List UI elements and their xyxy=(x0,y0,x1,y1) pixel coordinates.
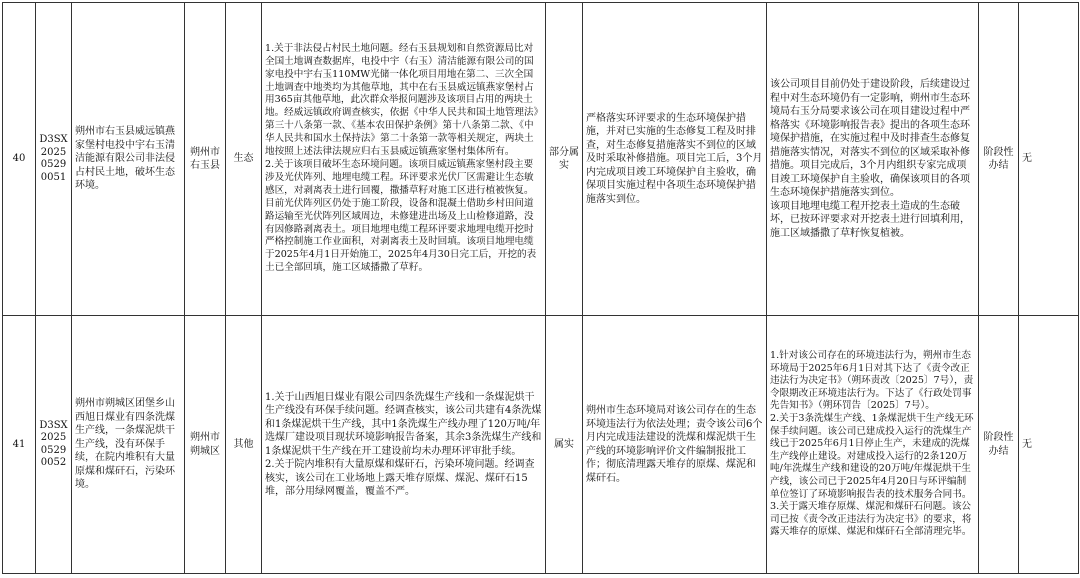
table-row xyxy=(3,3,1079,316)
rectification-progress: 1.针对该公司存在的环境违法行为，朔州市生态环境局于2025年6月1日对其下达了《责令改正违法行为决定书》（朔环责改〔2025〕7号），责令限期改正环境违法行为。下达了《行政处罚事先告知书》（朔环罚告〔2025〕7号）。 2.关于3条洗煤生产线、1条煤泥烘干生产线无环保手续问题。该公司已建成投入运行的洗煤生产线已于2025年6月1日停止生产，未建成的洗煤生产线停止建设。对建成投入运行的2条120万吨/年洗煤生产线和建设的20万吨/年煤泥烘干生产线，该公司已于2025年4月20日与环评编制单位签订了环境影响报告表的技术服务合同书。 3.关于露天堆存原煤、煤泥和煤矸石问题。该公司已按《责令改正违法行为决定书》的要求，将露天堆存的原煤、煤泥和煤矸石全部清理完毕。 xyxy=(767,316,979,574)
case-table xyxy=(2,2,1079,574)
pollution-category: 其他 xyxy=(226,316,262,574)
accountability: 无 xyxy=(1019,3,1079,316)
verification-result: 属实 xyxy=(546,316,583,574)
complaint-content: 朔州市朔城区团堡乡山西旭日煤业有四条洗煤生产线，一条煤泥烘干生产线，没有环保手续，在院内堆积有大量原煤和煤矸石，污染环境。 xyxy=(72,316,185,574)
table-row xyxy=(3,316,1079,574)
verification-result: 部分属实 xyxy=(546,3,583,316)
completion-status: 阶段性办结 xyxy=(979,3,1019,316)
row-index: 40 xyxy=(3,3,36,316)
pollution-category: 生态 xyxy=(226,3,262,316)
handling-measures: 朔州市生态环境局对该公司存在的生态环境违法行为依法处理；责令该公司6个月内完成违法建设的洗煤和煤泥烘干生产线的环境影响评价文件编制报批工作；彻底清理露天堆存的原煤、煤泥和煤矸石。 xyxy=(583,316,767,574)
region: 朔州市朔城区 xyxy=(185,316,226,574)
row-index: 41 xyxy=(3,316,36,574)
rectification-progress: 该公司项目目前仍处于建设阶段，后续建设过程中对生态环境仍有一定影响，朔州市生态环境局右玉分局要求该公司在项目建设过程中严格落实《环境影响报告表》提出的各项生态环境保护措施，在实施过程中及时排查生态修复措施落实情况，对落实不到位的区域采取补修措施。项目完成后，3个月内组织专家完成项目竣工环境保护自主验收，确保该项目的各项生态环境保护措施落实到位。 该项目地埋电缆工程开挖表土造成的生态破坏，已按环评要求对开挖表土进行回填利用，施工区域播撒了草籽恢复植被。 xyxy=(767,3,979,316)
case-code: D3SX202505290052 xyxy=(36,316,72,574)
complaint-content: 朔州市右玉县威远镇燕家堡村电投中宇右玉清洁能源有限公司非法侵占村民土地，破坏生态环境。 xyxy=(72,3,185,316)
completion-status: 阶段性办结 xyxy=(979,316,1019,574)
case-code: D3SX202505290051 xyxy=(36,3,72,316)
investigation-text: 1.关于非法侵占村民土地问题。经右玉县规划和自然资源局比对全国土地调查数据库，电投中宇（右玉）清洁能源有限公司的国家电投中宇右玉110MW光储一体化项目用地在第二、三次全国土地调查中地类均为其他草地，其中在右玉县威远镇燕家堡村占用365亩其他草地，此次群众举报问题涉及该项目占用的两块土地。经威远镇政府调查核实，依据《中华人民共和国土地管理法》第三十八条第一款、《基本农田保护条例》第十八条第二款、《中华人民共和国水土保持法》第二十条第一款等相关规定，两块土地按照上述法律法规应归右玉县威远镇燕家堡村集体所有。 2.关于该项目破坏生态环境问题。该项目威远镇燕家堡村段主要涉及光伏阵列、地埋电缆工程。环评要求光伏厂区需避让生态敏感区，对剥离表土进行回覆，撒播草籽对施工区进行植被恢复。目前光伏阵列区仍处于施工阶段，设备和混凝土借助乡村田间道路运输至光伏阵列区域周边，未修建进出场及上山检修道路，没有因修路剥离表土。项目地埋电缆工程环评要求地埋电缆开挖时严格控制施工作业面积，对剥离表土及时回填。该项目地埋电缆于2025年4月1日开始施工，2025年4月30日完工后，开挖的表土已全部回填，施工区域播撒了草籽。 xyxy=(262,3,546,316)
handling-measures: 严格落实环评要求的生态环境保护措施，并对已实施的生态修复工程及时排查，对生态修复措施落实不到位的区域及时采取补修措施。项目完工后，3个月内完成项目竣工环境保护自主验收，确保项目实施过程中各项生态环境保护措施落实到位。 xyxy=(583,3,767,316)
accountability: 无 xyxy=(1019,316,1079,574)
investigation-text: 1.关于山西旭日煤业有限公司四条洗煤生产线和一条煤泥烘干生产线没有环保手续问题。经调查核实，该公司共建有4条洗煤和1条煤泥烘干生产线，其中1条洗煤生产线办理了120万吨/年选煤厂建设项目现状环境影响报告备案，其余3条洗煤生产线和1条煤泥烘干生产线在开工建设前均未办理环评审批手续。 2.关于院内堆积有大量原煤和煤矸石，污染环境问题。经调查核实，该公司在工业场地上露天堆存原煤、煤泥、煤矸石15堆，部分用绿网覆盖，覆盖不严。 xyxy=(262,316,546,574)
region: 朔州市右玉县 xyxy=(185,3,226,316)
